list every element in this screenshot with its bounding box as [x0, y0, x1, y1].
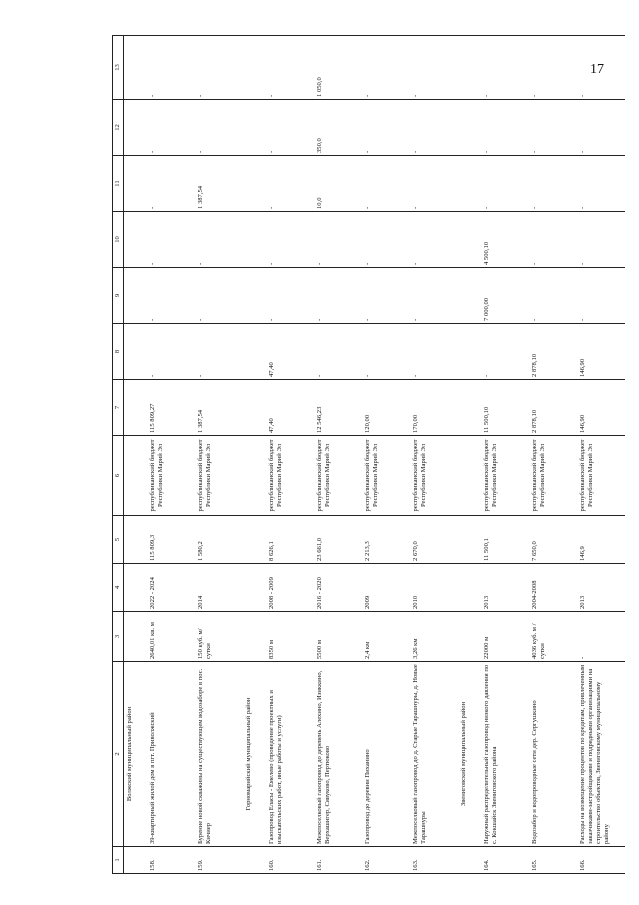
table-cell: Газопровод Еласы - Емелево (проведение проектных и изыскательских работ, иные работы и услуги) — [266, 662, 314, 847]
empty-cell — [243, 564, 266, 612]
table-cell: - — [195, 324, 243, 380]
table-cell: 47,40 — [266, 324, 314, 380]
table-cell: республиканский бюджет Республики Марий Эл — [410, 436, 458, 516]
table-cell: - — [577, 612, 625, 662]
table-cell: 165. — [529, 847, 577, 874]
empty-cell — [243, 380, 266, 436]
table-cell: 2 213,3 — [362, 516, 410, 564]
column-header: 12 — [113, 100, 124, 156]
table-cell: - — [529, 212, 577, 268]
table-cell: - — [266, 100, 314, 156]
empty-cell — [124, 156, 148, 212]
empty-cell — [458, 564, 481, 612]
table-cell: 115 809,3 — [147, 516, 195, 564]
table-cell: 7 000,00 — [481, 268, 529, 324]
table-cell: 146,90 — [577, 324, 625, 380]
table-cell: 5500 м — [314, 612, 362, 662]
table-cell: 11 500,1 — [481, 516, 529, 564]
table-cell: 8 626,1 — [266, 516, 314, 564]
empty-cell — [124, 380, 148, 436]
table-cell: - — [577, 156, 625, 212]
district-row — [124, 36, 148, 874]
table-cell: 2010 — [410, 564, 458, 612]
empty-cell — [458, 324, 481, 380]
column-header: 11 — [113, 156, 124, 212]
table-row — [529, 36, 577, 874]
empty-cell — [243, 268, 266, 324]
table-cell: - — [481, 324, 529, 380]
table-cell: - — [314, 324, 362, 380]
table-cell: - — [314, 268, 362, 324]
table-cell: - — [362, 268, 410, 324]
table-cell: 160. — [266, 847, 314, 874]
table-cell: 146,9 — [577, 516, 625, 564]
table-cell: - — [147, 156, 195, 212]
table-cell: 170,00 — [410, 380, 458, 436]
table-cell: 161. — [314, 847, 362, 874]
table-cell: - — [266, 36, 314, 100]
column-header: 13 — [113, 36, 124, 100]
table-cell: Наружный распределительный газопровод низкого давления по с. Кокшайск Звениговского района — [481, 662, 529, 847]
district-name: Горномарийский муниципальный район — [243, 662, 266, 847]
table-cell: 10,0 — [314, 156, 362, 212]
column-header: 5 — [113, 516, 124, 564]
column-header: 8 — [113, 324, 124, 380]
table-cell: 11 500,10 — [481, 380, 529, 436]
empty-cell — [243, 36, 266, 100]
table-cell: 158. — [147, 847, 195, 874]
empty-cell — [124, 100, 148, 156]
empty-cell — [243, 100, 266, 156]
empty-cell — [124, 612, 148, 662]
empty-cell — [243, 156, 266, 212]
table-cell: Бурение новой скважины на существующем водозаборе в пос. Кичиер — [195, 662, 243, 847]
table-cell: - — [410, 36, 458, 100]
table-row — [410, 36, 458, 874]
table-cell: - — [266, 268, 314, 324]
table-cell: 4036 куб. м / сутки — [529, 612, 577, 662]
empty-cell — [458, 516, 481, 564]
empty-cell — [458, 100, 481, 156]
table-cell: - — [481, 36, 529, 100]
district-row — [243, 36, 266, 874]
table-cell: - — [577, 212, 625, 268]
table-body — [124, 36, 626, 874]
empty-cell — [458, 847, 481, 874]
table-cell: 162. — [362, 847, 410, 874]
empty-cell — [243, 212, 266, 268]
table-row — [577, 36, 625, 874]
column-header: 2 — [113, 662, 124, 847]
table-cell: 12 546,23 — [314, 380, 362, 436]
table-cell: 2 878,10 — [529, 380, 577, 436]
table-cell: 7 650,0 — [529, 516, 577, 564]
table-cell: - — [266, 156, 314, 212]
table-cell: - — [195, 36, 243, 100]
table-cell: республиканский бюджет Республики Марий Эл — [529, 436, 577, 516]
empty-cell — [458, 268, 481, 324]
empty-cell — [124, 212, 148, 268]
table-cell: - — [362, 212, 410, 268]
page-number: 17 — [590, 62, 604, 77]
table-cell: - — [147, 212, 195, 268]
table-cell: 1 580,2 — [195, 516, 243, 564]
investment-table — [112, 35, 625, 874]
empty-cell — [124, 516, 148, 564]
table-cell: - — [410, 268, 458, 324]
district-name: Звениговский муниципальный район — [458, 662, 481, 847]
table-cell: Расходы на возмещение процентов по кредитам, привлеченным заказчиками-застройщиками и подрядными организациями на строительство объектов, Звениговскому муниципальному району — [577, 662, 625, 847]
table-cell: - — [529, 36, 577, 100]
column-header: 7 — [113, 380, 124, 436]
table-cell: 1 387,54 — [195, 380, 243, 436]
table-cell: - — [577, 268, 625, 324]
table-cell: - — [529, 100, 577, 156]
column-header: 10 — [113, 212, 124, 268]
rotated-table-container — [112, 36, 632, 874]
table-row — [266, 36, 314, 874]
empty-cell — [243, 847, 266, 874]
table-cell: 2022 - 2024 — [147, 564, 195, 612]
column-header: 4 — [113, 564, 124, 612]
table-cell: 1 050,0 — [314, 36, 362, 100]
table-cell: Водозабор и водопроводные сети дер. Сергушкино — [529, 662, 577, 847]
table-cell: 2008 - 2009 — [266, 564, 314, 612]
table-cell: - — [577, 36, 625, 100]
table-row — [362, 36, 410, 874]
table-cell: - — [410, 100, 458, 156]
table-cell: республиканский бюджет Республики Марий Эл — [481, 436, 529, 516]
table-cell: - — [147, 36, 195, 100]
table-cell: Межпоселковый газопровод до д. Старые Тарашнуры, д. Новые Тарашнуры — [410, 662, 458, 847]
table-cell: 2009 — [362, 564, 410, 612]
table-cell: - — [195, 100, 243, 156]
table-cell: 1 387,54 — [195, 156, 243, 212]
table-cell: 2013 — [481, 564, 529, 612]
table-cell: 166. — [577, 847, 625, 874]
column-header: 3 — [113, 612, 124, 662]
table-cell: 115 809,27 — [147, 380, 195, 436]
empty-cell — [124, 847, 148, 874]
table-cell: 4 500,10 — [481, 212, 529, 268]
empty-cell — [124, 36, 148, 100]
table-cell: республиканский бюджет Республики Марий Эл — [314, 436, 362, 516]
empty-cell — [124, 268, 148, 324]
table-cell: 120,00 — [362, 380, 410, 436]
column-header: 1 — [113, 847, 124, 874]
empty-cell — [458, 436, 481, 516]
empty-cell — [458, 156, 481, 212]
table-cell: 2014 — [195, 564, 243, 612]
table-cell: 150 куб. м/ сутки — [195, 612, 243, 662]
table-cell: 23 661,0 — [314, 516, 362, 564]
table-row — [147, 36, 195, 874]
table-row — [481, 36, 529, 874]
table-cell: - — [481, 156, 529, 212]
table-cell: - — [195, 268, 243, 324]
empty-cell — [124, 436, 148, 516]
table-cell: 163. — [410, 847, 458, 874]
table-cell: - — [314, 212, 362, 268]
table-cell: 8350 м — [266, 612, 314, 662]
table-cell: 2640,01 кв. м — [147, 612, 195, 662]
table-cell: - — [481, 100, 529, 156]
table-cell: - — [147, 100, 195, 156]
table-cell: - — [362, 156, 410, 212]
table-cell: 164. — [481, 847, 529, 874]
table-cell: 2,4 км — [362, 612, 410, 662]
table-cell: 2013 — [577, 564, 625, 612]
table-cell: 2 670,0 — [410, 516, 458, 564]
table-cell: - — [410, 156, 458, 212]
empty-cell — [243, 612, 266, 662]
empty-cell — [124, 324, 148, 380]
table-cell: 2016 - 2020 — [314, 564, 362, 612]
table-cell: 39-квартирный жилой дом в пгт. Приволжский — [147, 662, 195, 847]
table-cell: 2004-2008 — [529, 564, 577, 612]
column-header: 9 — [113, 268, 124, 324]
table-cell: - — [195, 212, 243, 268]
table-cell: 3,26 км — [410, 612, 458, 662]
district-name: Волжский муниципальный район — [124, 662, 148, 847]
table-cell: 22000 м — [481, 612, 529, 662]
table-cell: 350,0 — [314, 100, 362, 156]
table-cell: - — [577, 100, 625, 156]
table-cell: республиканский бюджет Республики Марий Эл — [577, 436, 625, 516]
table-cell: Межпоселковый газопровод до деревень Алехино, Изиккино, Верхашигер, Сявуково, Пертюково — [314, 662, 362, 847]
empty-cell — [458, 212, 481, 268]
table-row — [314, 36, 362, 874]
column-header: 6 — [113, 436, 124, 516]
table-cell: 159. — [195, 847, 243, 874]
table-cell: республиканский бюджет Республики Марий Эл — [195, 436, 243, 516]
table-cell: - — [529, 156, 577, 212]
empty-cell — [458, 36, 481, 100]
empty-cell — [458, 380, 481, 436]
column-number-header — [113, 36, 124, 874]
table-cell: 2 878,10 — [529, 324, 577, 380]
empty-cell — [243, 516, 266, 564]
table-cell: - — [362, 36, 410, 100]
district-row — [458, 36, 481, 874]
table-cell: 146,90 — [577, 380, 625, 436]
table-cell: республиканский бюджет Республики Марий Эл — [266, 436, 314, 516]
table-row — [195, 36, 243, 874]
table-cell: - — [529, 268, 577, 324]
table-cell: республиканский бюджет Республики Марий Эл — [362, 436, 410, 516]
empty-cell — [124, 564, 148, 612]
empty-cell — [243, 436, 266, 516]
table-cell: - — [362, 100, 410, 156]
table-cell: 47,40 — [266, 380, 314, 436]
table-cell: - — [147, 324, 195, 380]
table-cell: - — [410, 212, 458, 268]
table-cell: - — [362, 324, 410, 380]
table-cell: - — [266, 212, 314, 268]
table-cell: - — [147, 268, 195, 324]
table-cell: Газопровод до деревни Пиханино — [362, 662, 410, 847]
empty-cell — [243, 324, 266, 380]
table-cell: республиканский бюджет Республики Марий Эл — [147, 436, 195, 516]
table-cell: - — [410, 324, 458, 380]
empty-cell — [458, 612, 481, 662]
